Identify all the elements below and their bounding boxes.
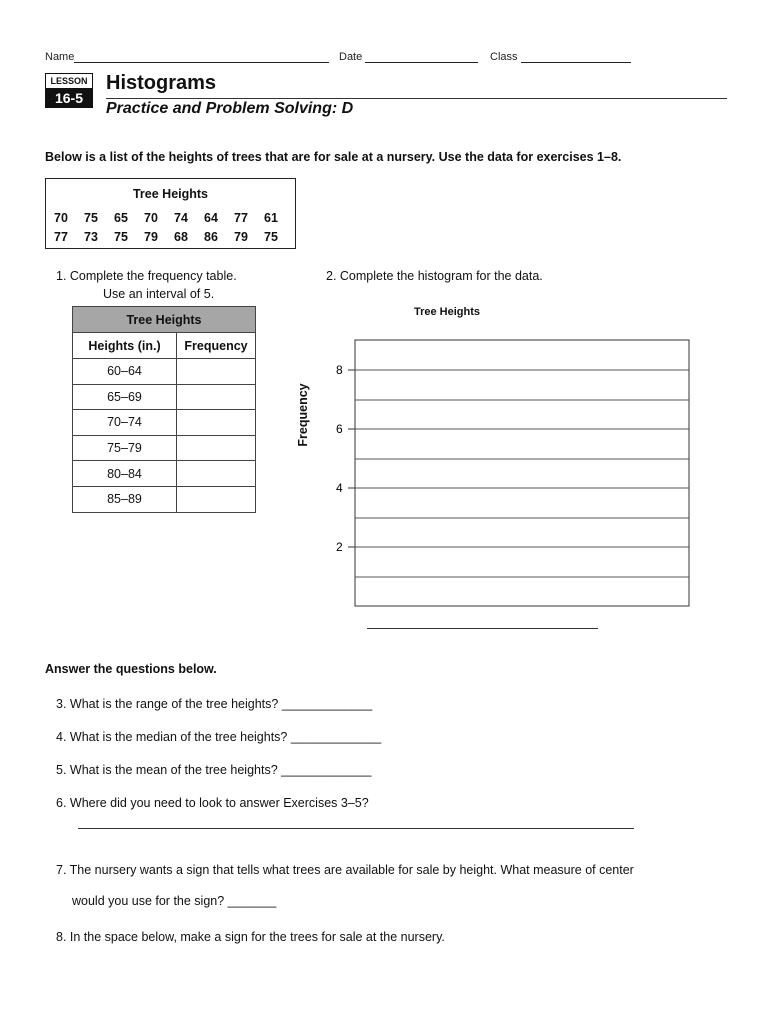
name-field[interactable] (45, 51, 329, 63)
data-value: 65 (114, 211, 128, 225)
data-value: 79 (234, 230, 248, 244)
data-value: 61 (264, 211, 278, 225)
class-blank[interactable] (521, 51, 631, 63)
data-value: 70 (144, 211, 158, 225)
question-3-text: 3. What is the range of the tree heights? _____________ (56, 697, 373, 711)
lesson-number: 16-5 (45, 89, 93, 108)
histogram-y-axis-label: Frequency (296, 383, 310, 447)
data-value: 75 (84, 211, 98, 225)
question-6-answer-line[interactable] (78, 828, 634, 829)
class-field[interactable] (490, 51, 631, 63)
name-blank[interactable] (74, 51, 329, 63)
table-row (73, 384, 256, 410)
tree-data-box (45, 178, 296, 249)
frequency-input-cell[interactable] (177, 384, 256, 410)
question-7-text: 7. The nursery wants a sign that tells what trees are available for sale by height. What measure of center (56, 863, 634, 877)
frequency-table-caption: Tree Heights (73, 307, 256, 333)
interval-cell: 60–64 (73, 359, 177, 385)
frequency-input-cell[interactable] (177, 410, 256, 436)
y-tick-label: 4 (336, 481, 343, 495)
data-value: 70 (54, 211, 68, 225)
title-divider (106, 98, 727, 99)
frequency-input-cell[interactable] (177, 486, 256, 512)
data-value: 79 (144, 230, 158, 244)
name-label: Name (45, 51, 75, 63)
tree-data-title: Tree Heights (132, 187, 209, 201)
date-blank[interactable] (365, 51, 478, 63)
answer-section-heading: Answer the questions below. (45, 662, 217, 676)
table-row (73, 410, 256, 436)
frequency-column-header: Frequency (177, 333, 256, 359)
data-value: 77 (54, 230, 68, 244)
data-value: 86 (204, 230, 218, 244)
interval-cell: 65–69 (73, 384, 177, 410)
y-tick-label: 8 (336, 363, 343, 377)
question-1-text: 1. Complete the frequency table. (56, 269, 237, 283)
interval-cell: 75–79 (73, 435, 177, 461)
intro-text: Below is a list of the heights of trees that are for sale at a nursery. Use the data for exercises 1–8. (45, 150, 622, 164)
heights-column-header: Heights (in.) (73, 333, 177, 359)
data-value: 73 (84, 230, 98, 244)
question-7-continuation: would you use for the sign? _______ (72, 894, 277, 908)
data-value: 75 (264, 230, 278, 244)
question-6-text: 6. Where did you need to look to answer Exercises 3–5? (56, 796, 369, 810)
question-2-text: 2. Complete the histogram for the data. (326, 269, 543, 283)
table-row (73, 461, 256, 487)
page-subtitle: Practice and Problem Solving: D (106, 100, 354, 117)
lesson-tag: LESSON (45, 73, 93, 89)
table-row (73, 359, 256, 385)
date-field[interactable] (339, 51, 478, 63)
data-value: 64 (204, 211, 218, 225)
frequency-table (72, 306, 256, 513)
histogram-title: Tree Heights (414, 306, 481, 318)
y-tick-label: 2 (336, 540, 343, 554)
interval-cell: 70–74 (73, 410, 177, 436)
interval-cell: 85–89 (73, 486, 177, 512)
date-label: Date (339, 51, 363, 63)
data-value: 77 (234, 211, 248, 225)
frequency-input-cell[interactable] (177, 359, 256, 385)
interval-cell: 80–84 (73, 461, 177, 487)
table-row (73, 435, 256, 461)
x-axis-label-blank[interactable] (367, 628, 598, 629)
question-4-text: 4. What is the median of the tree heights? _____________ (56, 730, 382, 744)
histogram-grid[interactable] (320, 330, 700, 612)
table-row (73, 486, 256, 512)
data-value: 68 (174, 230, 188, 244)
frequency-input-cell[interactable] (177, 461, 256, 487)
question-8-text: 8. In the space below, make a sign for the trees for sale at the nursery. (56, 930, 445, 944)
question-5-text: 5. What is the mean of the tree heights? _____________ (56, 763, 372, 777)
data-value: 74 (174, 211, 188, 225)
lesson-badge (45, 73, 93, 107)
histogram-frame (355, 340, 689, 606)
question-1-subtext: Use an interval of 5. (103, 287, 215, 301)
class-label: Class (490, 51, 518, 63)
page-title: Histograms (106, 72, 217, 94)
tree-data-row (54, 211, 294, 225)
data-value: 75 (114, 230, 128, 244)
y-tick-label: 6 (336, 422, 343, 436)
frequency-input-cell[interactable] (177, 435, 256, 461)
tree-data-row (54, 230, 294, 244)
